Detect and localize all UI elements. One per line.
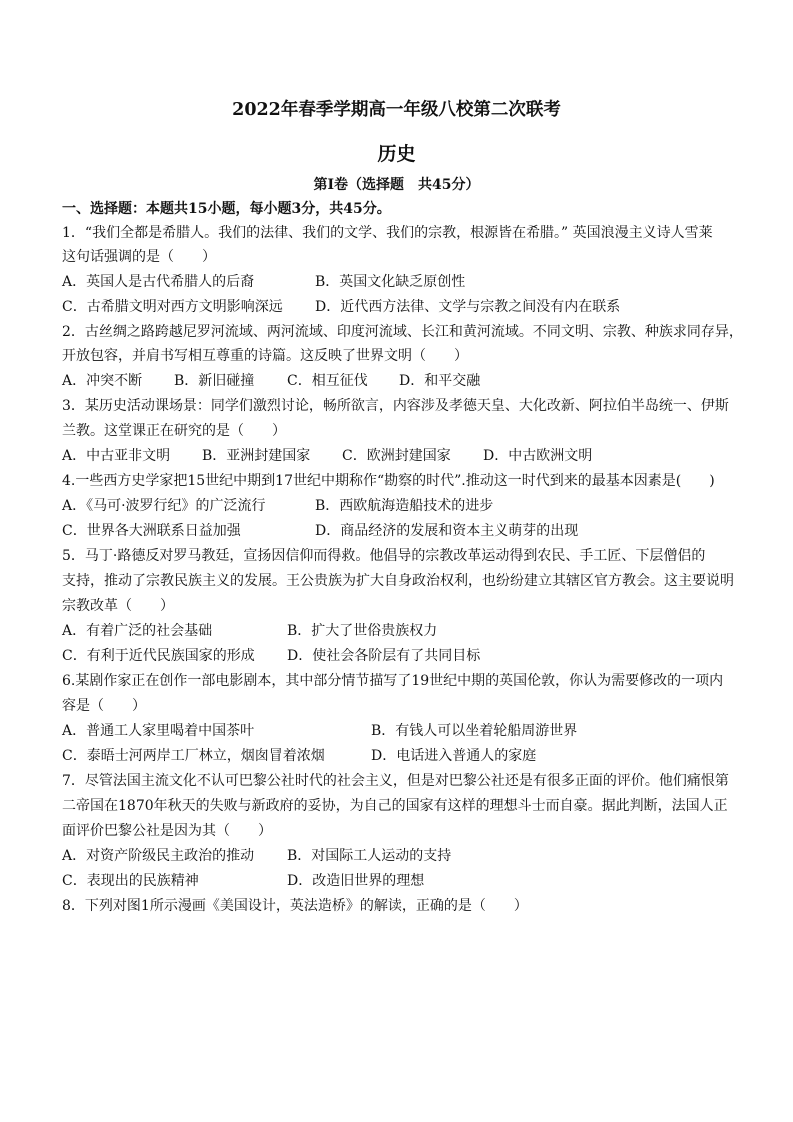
question-3-option-a[interactable]: A．中古亚非文明 [62,448,171,464]
question-7-stem-line-3: 面评价巴黎公社是因为其（ ） [62,823,272,839]
question-4-option-c[interactable]: C．世界各大洲联系日益加强 [62,523,241,539]
question-3-option-b[interactable]: B．亚洲封建国家 [202,448,311,464]
question-3-option-d[interactable]: D．中古欧洲文明 [483,448,593,464]
question-1-option-c[interactable]: C．古希腊文明对西方文明影响深远 [62,299,283,315]
question-1-option-a[interactable]: A．英国人是古代希腊人的后裔 [62,274,255,290]
question-5-option-b[interactable]: B．扩大了世俗贵族权力 [287,623,438,639]
question-1-stem-line-1: 1．“我们全都是希腊人。我们的法律、我们的文学、我们的宗教，根源皆在希腊。” 英国浪漫主义诗人雪莱 [62,225,713,241]
question-6-option-d[interactable]: D．电话进入普通人的家庭 [371,748,537,764]
question-3-stem-line-2: 兰教。这堂课正在研究的是（ ） [62,423,286,439]
question-1-option-d[interactable]: D．近代西方法律、文学与宗教之间没有内在联系 [315,299,621,315]
question-5-option-a[interactable]: A．有着广泛的社会基础 [62,623,213,639]
question-6-option-a[interactable]: A．普通工人家里喝着中国茶叶 [62,723,255,739]
question-5-stem-line-1: 5．马丁·路德反对罗马教廷，宣扬因信仰而得救。他倡导的宗教改革运动得到农民、手工匠、下层僧侣的 [62,548,706,564]
question-2-stem-line-1: 2．古丝绸之路跨越尼罗河流域、两河流域、印度河流域、长江和黄河流域。不同文明、宗教、种族求同存异， [62,324,743,340]
question-2-stem-line-2: 开放包容，并肩书写相互尊重的诗篇。这反映了世界文明（ ） [62,348,468,364]
question-2-option-b[interactable]: B．新旧碰撞 [174,373,255,389]
question-7-option-a[interactable]: A．对资产阶级民主政治的推动 [62,848,255,864]
question-3-option-c[interactable]: C．欧洲封建国家 [342,448,451,464]
question-7-stem-line-1: 7．尽管法国主流文化不认可巴黎公社时代的社会主义，但是对巴黎公社还是有很多正面的评价。他们痛恨第 [62,773,729,789]
question-2-option-c[interactable]: C．相互征伐 [287,373,368,389]
question-6-option-c[interactable]: C．泰晤士河两岸工厂林立，烟囱冒着浓烟 [62,748,325,764]
exam-title: 2022年春季学期高一年级八校第二次联考 [232,100,561,120]
question-7-stem-line-2: 二帝国在1870年秋天的失败与新政府的妥协，为自己的国家有这样的理想斗士而自豪。据此判断，法国人正 [62,798,728,814]
question-3-stem-line-1: 3．某历史活动课场景：同学们激烈讨论，畅所欲言，内容涉及孝德天皇、大化改新、阿拉伯半岛统一、伊斯 [62,398,729,414]
question-7-option-d[interactable]: D．改造旧世界的理想 [287,873,425,889]
question-2-option-a[interactable]: A．冲突不断 [62,373,143,389]
question-2-option-d[interactable]: D．和平交融 [399,373,481,389]
question-4-option-b[interactable]: B．西欧航海造船技术的进步 [315,498,494,514]
question-6-option-b[interactable]: B．有钱人可以坐着轮船周游世界 [371,723,578,739]
part-heading: 第Ⅰ卷（选择题 共45分） [313,177,480,193]
question-7-option-c[interactable]: C．表现出的民族精神 [62,873,199,889]
question-1-option-b[interactable]: B．英国文化缺乏原创性 [315,274,466,290]
question-8-stem-line-1: 8．下列对图1所示漫画《美国设计，英法造桥》的解读，正确的是（ ） [62,898,528,914]
question-4-stem-line-1: 4.一些西方史学家把15世纪中期到17世纪中期称作“勘察的时代”.推动这一时代到来的最基本因素是( ) [62,473,715,489]
question-4-option-a[interactable]: A．《马可·波罗行纪》的广泛流行 [62,498,266,514]
question-6-stem-line-1: 6.某剧作家正在创作一部电影剧本，其中部分情节描写了19世纪中期的英国伦敦，你认为需要修改的一项内 [62,673,724,689]
question-1-stem-line-2: 这句话强调的是（ ） [62,249,216,265]
question-5-stem-line-2: 支持，推动了宗教民族主义的发展。王公贵族为扩大自身政治权利，也纷纷建立其辖区官方教会。这主要说明 [62,573,734,589]
question-7-option-b[interactable]: B．对国际工人运动的支持 [287,848,452,864]
question-6-stem-line-2: 容是（ ） [62,698,146,714]
section-heading: 一、选择题：本题共15小题，每小题3分，共45分。 [62,201,391,217]
subject-title: 历史 [377,143,416,165]
question-5-stem-line-3: 宗教改革（ ） [62,598,174,614]
question-5-option-c[interactable]: C．有利于近代民族国家的形成 [62,648,255,664]
question-4-option-d[interactable]: D．商品经济的发展和资本主义萌芽的出现 [315,523,579,539]
question-5-option-d[interactable]: D．使社会各阶层有了共同目标 [287,648,481,664]
